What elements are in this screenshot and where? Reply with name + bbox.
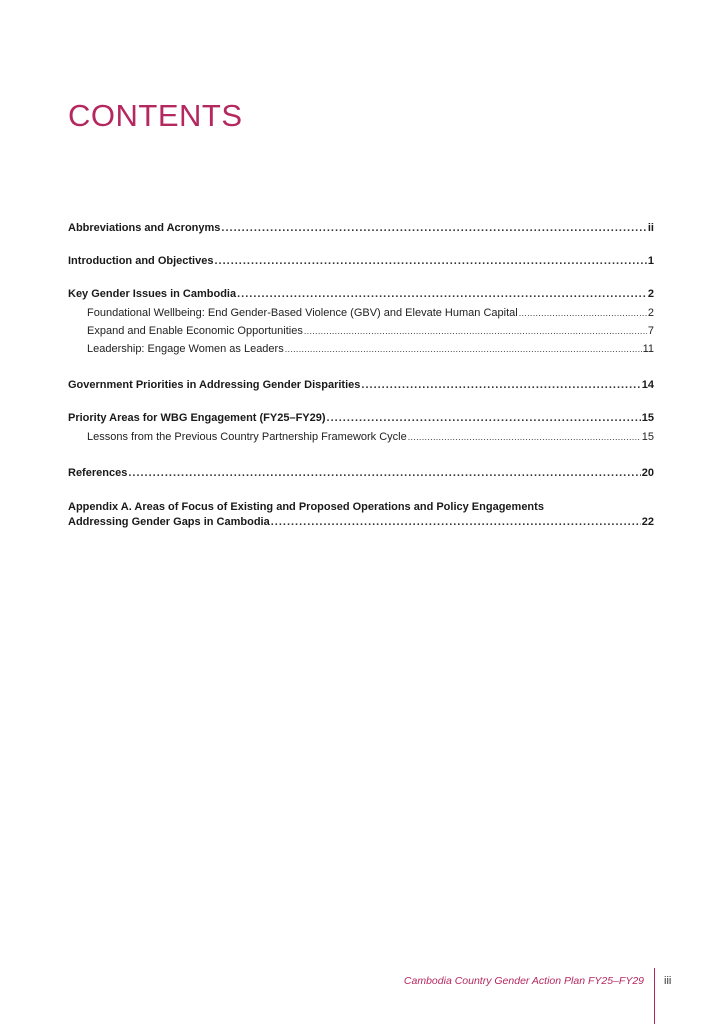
dot-leader	[361, 378, 640, 393]
dot-leader	[519, 304, 647, 322]
dot-leader	[285, 340, 642, 358]
footer-document-title: Cambodia Country Gender Action Plan FY25–FY29	[403, 975, 644, 987]
toc-entry-label: Leadership: Engage Women as Leaders	[87, 343, 284, 355]
toc-subentry-lessons[interactable]	[68, 428, 654, 446]
toc-entry-label: References	[68, 467, 128, 479]
dot-leader	[408, 428, 641, 446]
toc-page-number: 11	[642, 343, 654, 355]
toc-page-number: 20	[641, 467, 654, 479]
toc-entry-label: Lessons from the Previous Country Partnership Framework Cycle	[87, 431, 407, 443]
toc-subentry-economic-opportunities[interactable]	[68, 322, 654, 340]
toc-page-number: ii	[647, 222, 654, 234]
toc-entry-key-gender-issues[interactable]	[68, 287, 654, 302]
toc-page-number: 22	[641, 516, 654, 528]
toc-entry-label: Foundational Wellbeing: End Gender-Based Violence (GBV) and Elevate Human Capital	[87, 307, 518, 319]
page-number: iii	[664, 975, 672, 987]
toc-entry-references[interactable]	[68, 466, 654, 481]
page-title: CONTENTS	[68, 98, 243, 133]
dot-leader	[221, 221, 646, 236]
dot-leader	[271, 515, 641, 530]
toc-entry-label: Priority Areas for WBG Engagement (FY25–FY29)	[68, 412, 326, 424]
dot-leader	[214, 254, 646, 269]
toc-subentry-foundational-wellbeing[interactable]	[68, 304, 654, 322]
toc-entry-label: Addressing Gender Gaps in Cambodia	[68, 516, 270, 528]
toc-page-number: 7	[647, 325, 654, 337]
dot-leader	[237, 287, 647, 302]
toc-entry-label: Expand and Enable Economic Opportunities	[87, 325, 303, 337]
dot-leader	[128, 466, 640, 481]
toc-entry-label: Abbreviations and Acronyms	[68, 222, 221, 234]
toc-entry-appendix[interactable]	[68, 515, 654, 530]
toc-page-number: 15	[641, 431, 654, 443]
toc-page-number: 2	[647, 288, 654, 300]
toc-entry-label: Government Priorities in Addressing Gender Disparities	[68, 379, 361, 391]
toc-entry-government-priorities[interactable]	[68, 378, 654, 393]
toc-subentry-leadership[interactable]	[68, 340, 654, 358]
toc-page-number: 15	[641, 412, 654, 424]
table-of-contents	[68, 221, 654, 530]
footer-divider	[654, 968, 655, 1024]
toc-entry-abbreviations[interactable]	[68, 221, 654, 236]
toc-page-number: 2	[647, 307, 654, 319]
dot-leader	[304, 322, 647, 340]
toc-page-number: 14	[641, 379, 654, 391]
toc-page-number: 1	[647, 255, 654, 267]
dot-leader	[327, 411, 641, 426]
toc-entry-label: Key Gender Issues in Cambodia	[68, 288, 237, 300]
toc-entry-priority-areas[interactable]	[68, 411, 654, 426]
toc-entry-appendix-line1[interactable]: Appendix A. Areas of Focus of Existing and Proposed Operations and Policy Engagements	[68, 501, 544, 513]
toc-entry-introduction[interactable]	[68, 254, 654, 269]
toc-entry-label: Introduction and Objectives	[68, 255, 214, 267]
